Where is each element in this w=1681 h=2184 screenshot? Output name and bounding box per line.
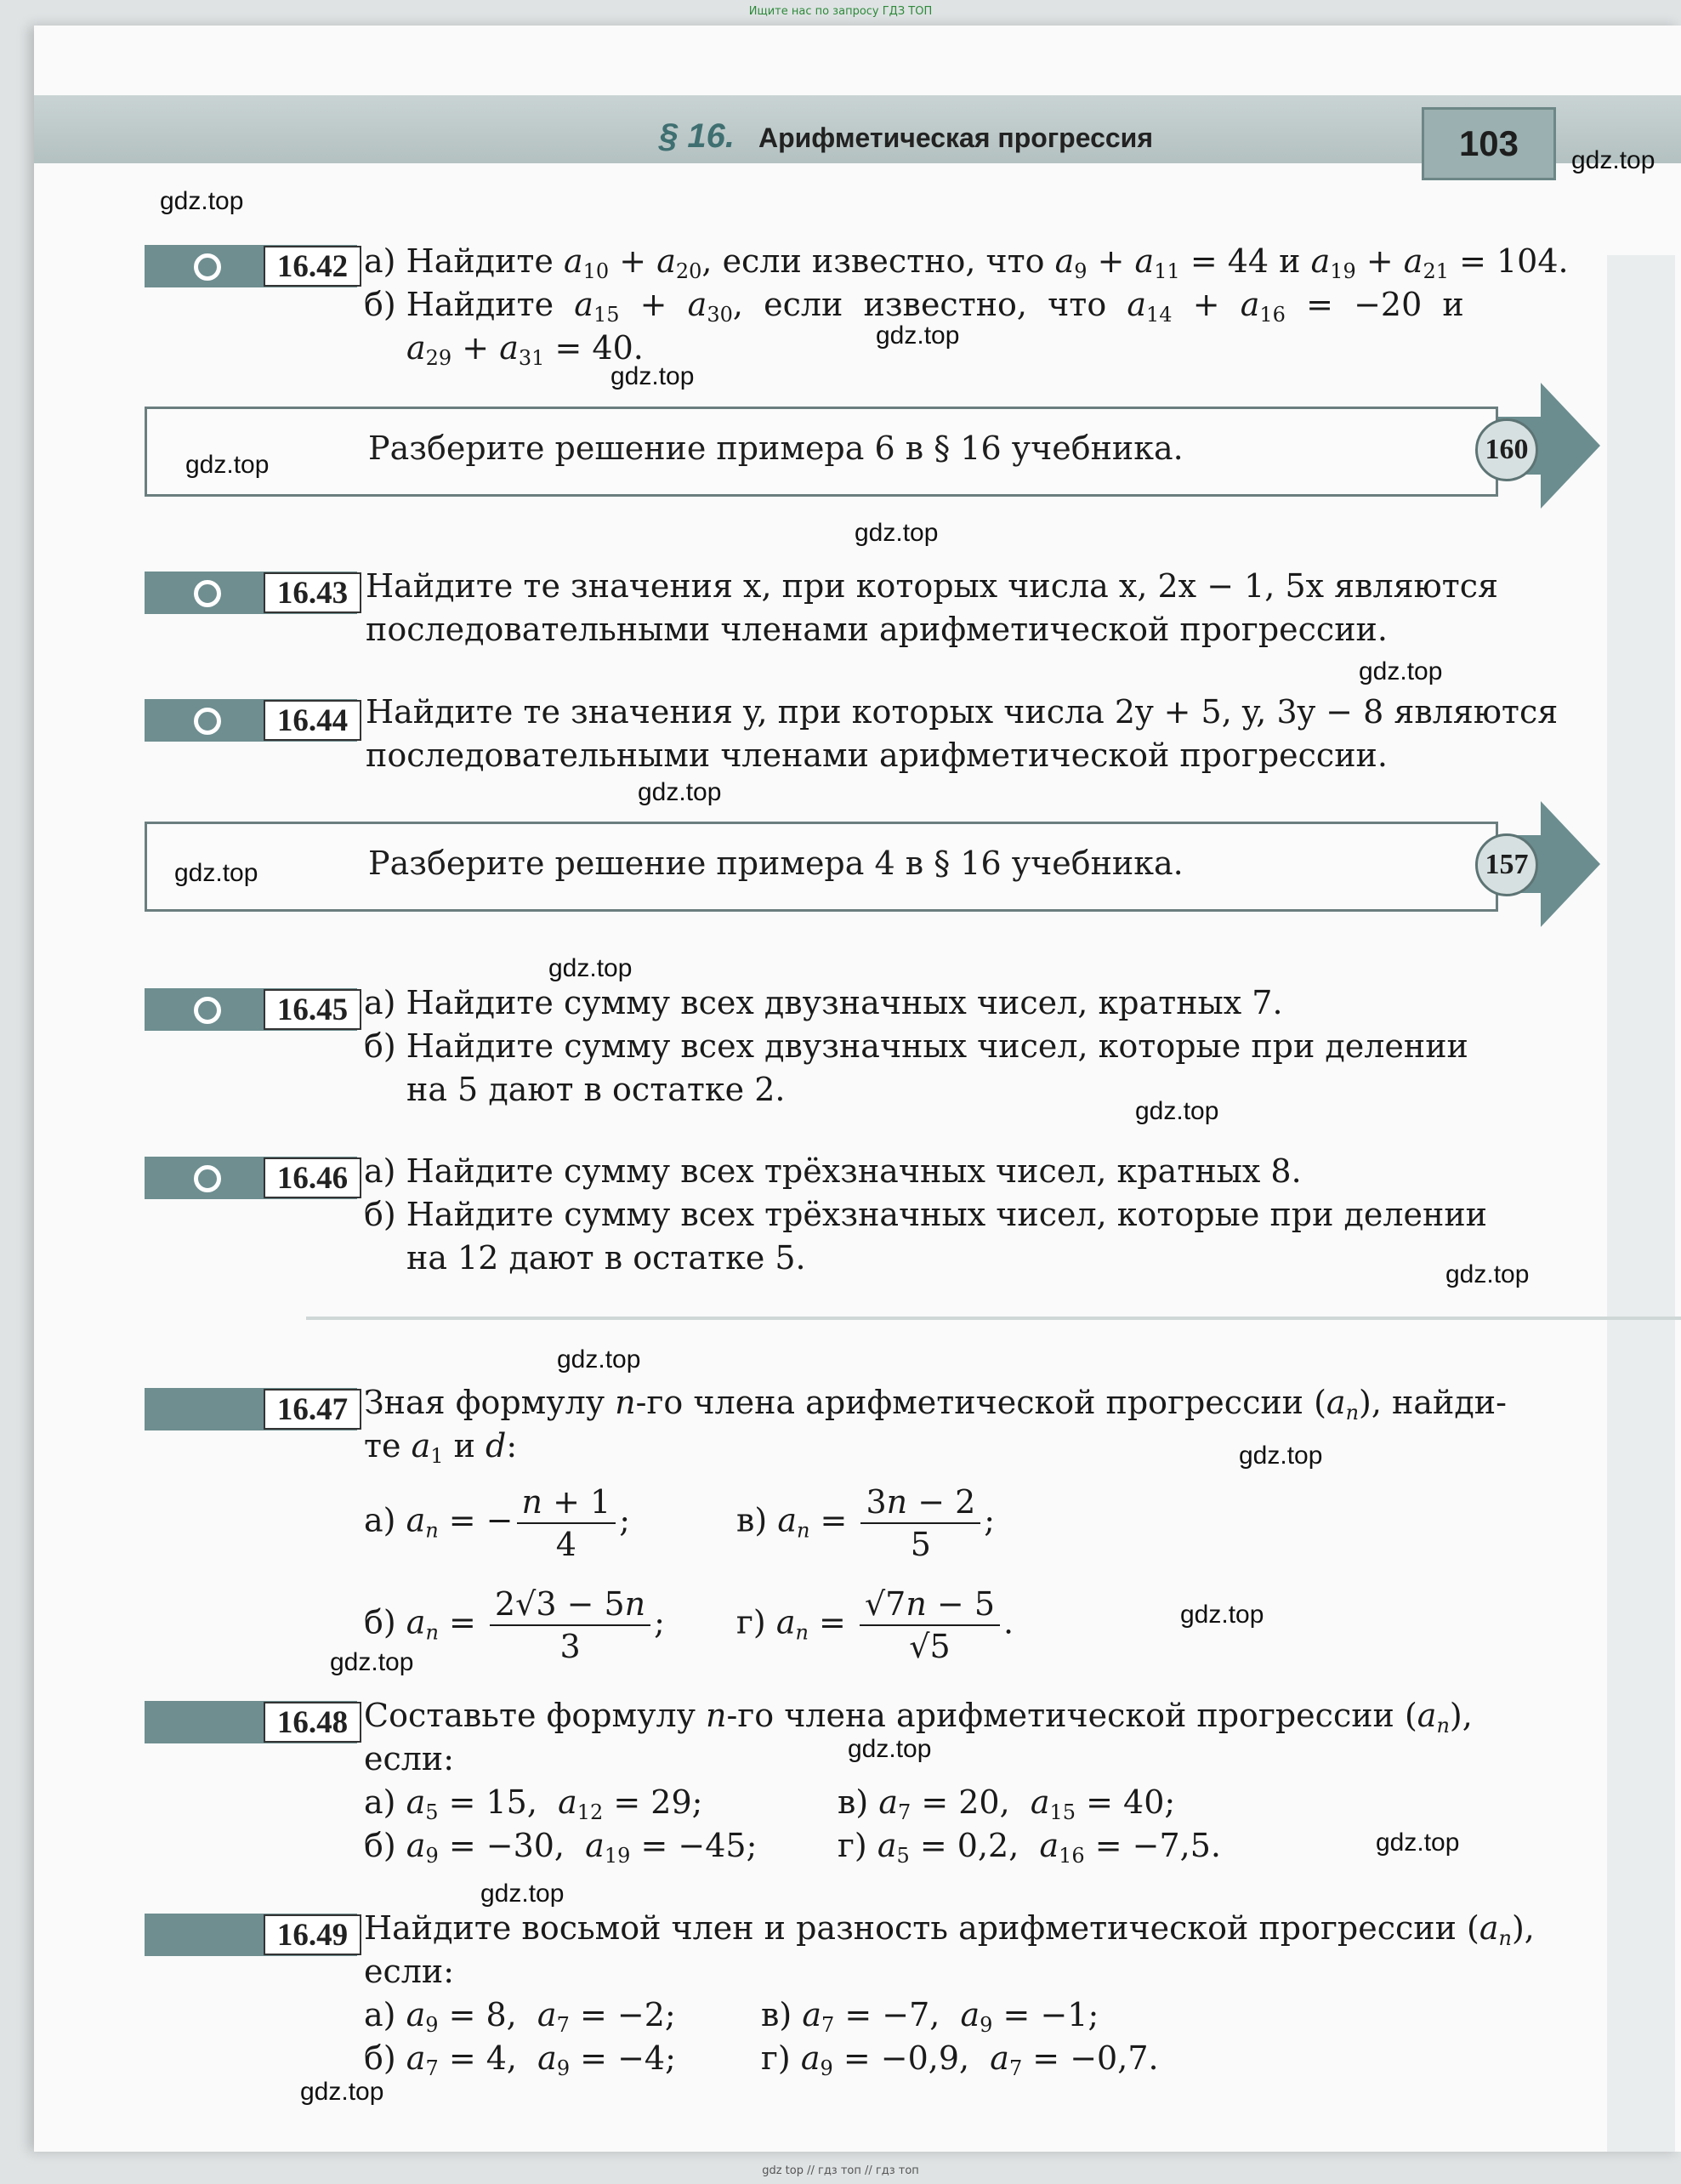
watermark: gdz.top — [548, 954, 633, 982]
reference-page-badge[interactable]: 157 — [1475, 833, 1538, 896]
circle-icon — [194, 253, 221, 281]
watermark: gdz.top — [557, 1345, 641, 1374]
reference-box-example-4 — [145, 822, 1498, 912]
problem-16-48-g: г) $a_5 = 0,2$, $a_{16} = -7,5$. — [838, 1827, 1221, 1868]
problem-16-48-b: б) $a_9 = -30$, $a_{19} = -45$; — [364, 1827, 758, 1868]
problem-16-48-line-1: Составьте формулу n-го члена арифметической прогрессии $(a_n)$, — [364, 1697, 1473, 1738]
watermark: gdz.top — [1135, 1097, 1219, 1125]
circle-icon — [194, 997, 221, 1024]
section-number: § 16. — [659, 117, 735, 155]
problem-16-44-line-1: Найдите те значения y, при которых числа 2y + 5, y, 3y − 8 являются — [366, 693, 1559, 731]
problem-number: 16.44 — [264, 700, 361, 741]
problem-16-43-line-1: Найдите те значения x, при которых числа x, 2x − 1, 5x являются — [366, 567, 1498, 605]
watermark: gdz.top — [1445, 1260, 1530, 1288]
top-note: Ищите нас по запросу ГДЗ ТОП — [748, 5, 933, 18]
problem-16-42-line-2: б) Найдите $a_{15} + a_{30}$, если известно, что $a_{14} + a_{16} = -20$ и — [364, 286, 1464, 327]
watermark: gdz.top — [1180, 1601, 1264, 1629]
watermark: gdz.top — [160, 187, 244, 215]
page-number: 103 — [1422, 107, 1556, 180]
problem-16-49-line-2: если: — [364, 1953, 455, 1990]
watermark: gdz.top — [174, 859, 258, 887]
watermark: gdz.top — [1571, 146, 1655, 174]
problem-number: 16.43 — [264, 572, 361, 613]
problem-16-47-line-2: те $a_1$ и d: — [364, 1427, 518, 1468]
reference-text: Разберите решение примера 6 в § 16 учебника. — [368, 429, 1184, 467]
watermark: gdz.top — [855, 519, 939, 547]
problem-16-49-b: б) $a_7 = 4$, $a_9 = -4$; — [364, 2039, 676, 2080]
problem-16-44-line-2: последовательными членами арифметической прогрессии. — [366, 737, 1388, 774]
running-header — [659, 117, 1153, 156]
problem-16-49-line-1: Найдите восьмой член и разность арифметической прогрессии $(a_n)$, — [364, 1909, 1535, 1950]
problem-16-46-line-3: на 12 дают в остатке 5. — [406, 1239, 806, 1277]
problem-16-45-line-1: а) Найдите сумму всех двузначных чисел, кратных 7. — [364, 984, 1283, 1021]
watermark: gdz.top — [480, 1880, 565, 1908]
watermark: gdz.top — [1239, 1442, 1323, 1470]
watermark: gdz.top — [610, 362, 695, 390]
watermark: gdz.top — [1376, 1829, 1460, 1857]
circle-icon — [194, 708, 221, 735]
watermark: gdz.top — [1359, 657, 1443, 685]
watermark: gdz.top — [876, 321, 960, 350]
problem-16-49-g: г) $a_9 = -0,9$, $a_7 = -0,7$. — [761, 2039, 1159, 2080]
problem-16-47-b: б) $a_n$ = $\frac{2√3 - 5n}{3}$ ; — [364, 1585, 665, 1665]
problem-16-43-line-2: последовательными членами арифметической прогрессии. — [366, 611, 1388, 648]
right-margin-band — [1607, 255, 1675, 2152]
problem-16-48-a: а) $a_5 = 15$, $a_{12} = 29$; — [364, 1783, 703, 1824]
problem-16-49-a: а) $a_9 = 8$, $a_7 = -2$; — [364, 1996, 676, 2037]
circle-icon — [194, 580, 221, 607]
watermark: gdz.top — [848, 1735, 932, 1763]
problem-number: 16.46 — [264, 1157, 361, 1198]
page-divider — [306, 1317, 1681, 1320]
reference-page-badge[interactable]: 160 — [1475, 418, 1538, 481]
problem-16-45-line-2: б) Найдите сумму всех двузначных чисел, которые при делении — [364, 1027, 1468, 1065]
problem-16-47-line-1: Зная формулу n-го члена арифметической прогрессии $(a_n)$, найди- — [364, 1384, 1507, 1425]
problem-16-49-v: в) $a_7 = -7$, $a_9 = -1$; — [761, 1996, 1099, 2037]
bottom-note: gdz top // гдз топ // гдз топ — [762, 2164, 919, 2177]
reference-box-example-6 — [145, 407, 1498, 497]
section-title: Арифметическая прогрессия — [758, 122, 1153, 153]
reference-text: Разберите решение примера 4 в § 16 учебника. — [368, 845, 1184, 882]
problem-number: 16.49 — [264, 1914, 361, 1955]
problem-number: 16.47 — [264, 1389, 361, 1430]
problem-16-46-line-2: б) Найдите сумму всех трёхзначных чисел, которые при делении — [364, 1196, 1488, 1233]
problem-16-47-g: г) $a_n$ = $\frac{√7n - 5}{√5}$ . — [736, 1585, 1014, 1665]
problem-number: 16.42 — [264, 246, 361, 287]
problem-16-45-line-3: на 5 дают в остатке 2. — [406, 1071, 786, 1108]
problem-16-47-a: а) $a_n$ = − $\frac{n + 1}{4}$ ; — [364, 1483, 631, 1563]
problem-number: 16.45 — [264, 989, 361, 1030]
problem-16-42-line-3: $a_{29} + a_{31} = 40$. — [406, 329, 644, 370]
problem-16-47-v: в) $a_n$ = $\frac{3n - 2}{5}$ ; — [736, 1483, 996, 1563]
problem-16-46-line-1: а) Найдите сумму всех трёхзначных чисел, кратных 8. — [364, 1152, 1302, 1190]
watermark: gdz.top — [330, 1648, 414, 1676]
problem-number: 16.48 — [264, 1702, 361, 1743]
watermark: gdz.top — [300, 2078, 384, 2106]
circle-icon — [194, 1165, 221, 1192]
watermark: gdz.top — [638, 778, 722, 806]
problem-16-48-v: в) $a_7 = 20$, $a_{15} = 40$; — [838, 1783, 1176, 1824]
problem-16-48-line-2: если: — [364, 1740, 455, 1777]
watermark: gdz.top — [185, 451, 270, 479]
problem-16-42-line-1: а) Найдите $a_{10} + a_{20}$, если известно, что $a_9 + a_{11} = 44$ и $a_{19} + a_{21} = 104$. — [364, 242, 1569, 283]
